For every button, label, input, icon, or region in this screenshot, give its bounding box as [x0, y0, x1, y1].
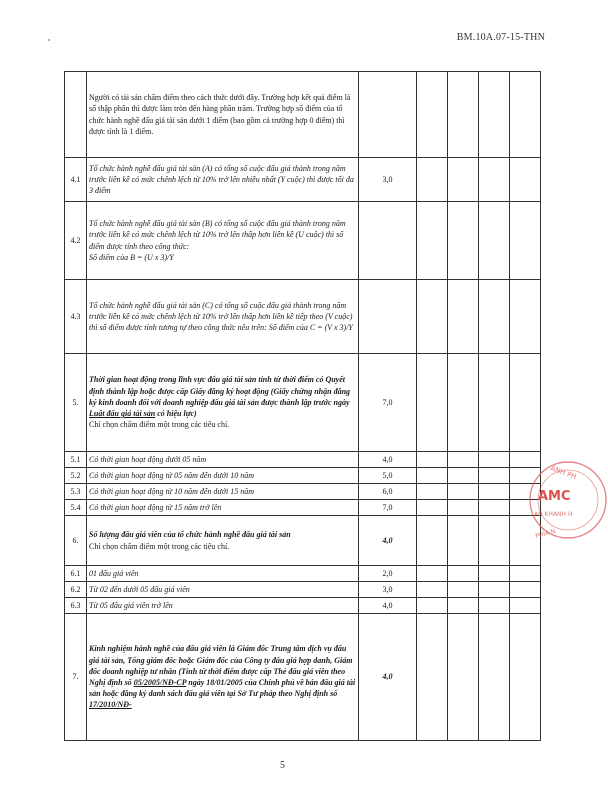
table-row: [65, 468, 541, 484]
max-score: 4,0: [359, 452, 417, 468]
max-score: 3,0: [359, 582, 417, 598]
score-cell: [479, 202, 510, 280]
max-score: 7,0: [359, 500, 417, 516]
criterion-number: 5.: [65, 354, 87, 452]
score-cell: [417, 452, 448, 468]
score-cell: [510, 158, 541, 202]
criterion-number: 5.4: [65, 500, 87, 516]
table-row: [65, 516, 541, 566]
max-score: 4,0: [359, 516, 417, 566]
table-row: [65, 484, 541, 500]
score-cell: [448, 72, 479, 158]
score-cell: [448, 500, 479, 516]
criterion-text: [87, 516, 359, 566]
table-row: [65, 202, 541, 280]
criterion-text: [87, 202, 359, 280]
criterion-number: 6.1: [65, 566, 87, 582]
score-cell: [510, 202, 541, 280]
score-cell: [417, 354, 448, 452]
score-cell: [479, 452, 510, 468]
max-score: 7,0: [359, 354, 417, 452]
svg-text:ÀNH PH: ÀNH PH: [549, 464, 578, 482]
red-seal-stamp: [528, 440, 608, 560]
score-cell: [448, 468, 479, 484]
table-row: [65, 158, 541, 202]
criterion-text: Có thời gian hoạt động từ 10 năm đến dưới 15 năm: [87, 484, 359, 500]
document-code: BM.10A.07-15-THN: [456, 32, 545, 43]
score-cell: [510, 598, 541, 614]
score-cell: [417, 158, 448, 202]
score-cell: [448, 452, 479, 468]
criterion-number: 4.1: [65, 158, 87, 202]
score-cell: [510, 614, 541, 741]
criterion-number: 6.3: [65, 598, 87, 614]
max-score: [359, 280, 417, 354]
criterion-text: Tổ chức hành nghề đấu giá tài sản (C) có tổng số cuộc đấu giá thành trong năm trước liền kề có mức chênh lệch từ 10% trở lên thấp hơn liền kề tiếp theo (V cuộc) thì số điểm được tính tương tự theo công thức nêu trên: Số điểm của C = (V x 3)/Y: [87, 280, 359, 354]
score-cell: [417, 582, 448, 598]
table-row: [65, 354, 541, 452]
table-row: [65, 614, 541, 741]
criterion-text: 01 đấu giá viên: [87, 566, 359, 582]
score-cell: [448, 566, 479, 582]
score-cell: [479, 582, 510, 598]
max-score: 4,0: [359, 614, 417, 741]
score-cell: [417, 72, 448, 158]
score-cell: [417, 614, 448, 741]
score-cell: [479, 598, 510, 614]
criterion-note: Chỉ chọn chấm điểm một trong các tiêu chí.: [89, 420, 230, 430]
score-cell: [479, 158, 510, 202]
criterion-text: Người có tài sản chấm điểm theo cách thức dưới đây. Trường hợp kết quả điểm là số thập phân thì được làm tròn đến hàng phần trăm. Trường hợp số điểm của tổ chức hành nghề đấu giá tài sản dưới 1 điểm (bao gồm cả trường hợp 0 điểm) thì được tính là 1 điểm.: [87, 72, 359, 158]
score-cell: [479, 566, 510, 582]
criterion-title: Số lượng đấu giá viên của tổ chức hành nghề đấu giá tài sản: [89, 530, 291, 540]
score-cell: [417, 280, 448, 354]
criterion-text: Từ 05 đấu giá viên trở lên: [87, 598, 359, 614]
criterion-number: 7.: [65, 614, 87, 741]
score-cell: [417, 484, 448, 500]
table-row: [65, 452, 541, 468]
criterion-number: 6.: [65, 516, 87, 566]
criterion-text-body: Tổ chức hành nghề đấu giá tài sản (B) có tổng số cuộc đấu giá thành trong năm trước liền kề có mức chênh lệch từ 10% trở lên thấp hơn liền kề (U cuộc) thì số điểm được tính theo công thức:: [89, 219, 346, 251]
score-cell: [448, 158, 479, 202]
score-cell: [448, 280, 479, 354]
score-cell: [417, 202, 448, 280]
criterion-number: 4.3: [65, 280, 87, 354]
score-cell: [448, 582, 479, 598]
svg-text:PHÍA N: PHÍA N: [534, 527, 557, 540]
criterion-text: Tổ chức hành nghề đấu giá tài sản (A) có tổng số cuộc đấu giá thành trong năm trước liền kề có mức chênh lệch từ 10% trở lên nhiều nhất (Y cuộc) thì được tối đa 3 điểm: [87, 158, 359, 202]
score-cell: [417, 500, 448, 516]
scoring-table: [64, 71, 541, 741]
criterion-text: [87, 354, 359, 452]
criterion-title: Thời gian hoạt động trong lĩnh vực đấu giá tài sản tính từ thời điểm có Quyết định thành lập hoặc được cấp Giấy đăng ký hoạt động (Giấy chứng nhận đăng ký kinh doanh đối với doanh nghiệp đấu giá tài sản được thành lập trước ngày Luật đấu giá tài sản có hiệu lực): [89, 375, 351, 419]
max-score: [359, 202, 417, 280]
score-cell: [448, 202, 479, 280]
table-row: [65, 280, 541, 354]
criterion-number: 5.2: [65, 468, 87, 484]
scan-speck: [48, 39, 50, 41]
criterion-text: Có thời gian hoạt động từ 05 năm đến dưới 10 năm: [87, 468, 359, 484]
score-cell: [448, 354, 479, 452]
max-score: 3,0: [359, 158, 417, 202]
table-row: [65, 72, 541, 158]
table-row: [65, 598, 541, 614]
score-cell: [448, 484, 479, 500]
table-row: [65, 582, 541, 598]
score-cell: [510, 72, 541, 158]
criterion-text: Kinh nghiệm hành nghề của đấu giá viên là Giám đốc Trung tâm dịch vụ đấu giá tài sản, Tổng giám đốc hoặc Giám đốc của Công ty đấu giá hợp danh, Giám đốc doanh nghiệp tư nhân (Tính từ thời điểm được cấp Thẻ đấu giá viên theo Nghị định số 05/2005/NĐ-CP ngày 18/01/2005 của Chính phủ về bán đấu giá tài sản hoặc đăng ký danh sách đấu giá viên tại Sở Tư pháp theo Nghị định số 17/2010/NĐ-: [87, 614, 359, 741]
max-score: [359, 72, 417, 158]
criterion-number: 5.1: [65, 452, 87, 468]
law-link[interactable]: Luật đấu giá tài sản: [89, 409, 156, 419]
criterion-number: 4.2: [65, 202, 87, 280]
score-cell: [417, 468, 448, 484]
criterion-formula: Số điểm của B = (U x 3)/Y: [89, 252, 174, 262]
page-number: 5: [280, 760, 285, 771]
score-cell: [448, 598, 479, 614]
score-cell: [510, 280, 541, 354]
score-cell: [417, 598, 448, 614]
score-cell: [417, 516, 448, 566]
decree-link[interactable]: 17/2010/NĐ-: [89, 700, 132, 710]
svg-text:ÁN KHÁNH H: ÁN KHÁNH H: [534, 511, 573, 518]
criterion-note: Chỉ chọn chấm điểm một trong các tiêu chí.: [89, 541, 230, 551]
criterion-number: 5.3: [65, 484, 87, 500]
score-cell: [417, 566, 448, 582]
score-cell: [510, 582, 541, 598]
criterion-number: [65, 72, 87, 158]
max-score: 2,0: [359, 566, 417, 582]
max-score: 5,0: [359, 468, 417, 484]
max-score: 4,0: [359, 598, 417, 614]
max-score: 6,0: [359, 484, 417, 500]
score-cell: [479, 72, 510, 158]
criterion-number: 6.2: [65, 582, 87, 598]
criterion-text: Có thời gian hoạt động dưới 05 năm: [87, 452, 359, 468]
score-cell: [479, 468, 510, 484]
decree-link[interactable]: 05/2005/NĐ-CP: [133, 678, 187, 687]
score-cell: [479, 484, 510, 500]
score-cell: [448, 516, 479, 566]
criterion-text: Có thời gian hoạt động từ 15 năm trở lên: [87, 500, 359, 516]
score-cell: [479, 516, 510, 566]
score-cell: [510, 354, 541, 452]
score-cell: [479, 280, 510, 354]
score-cell: [448, 614, 479, 741]
score-cell: [479, 354, 510, 452]
table-row: [65, 566, 541, 582]
score-cell: [479, 500, 510, 516]
score-cell: [510, 566, 541, 582]
table-row: [65, 500, 541, 516]
svg-text:AMC: AMC: [538, 489, 571, 504]
score-cell: [479, 614, 510, 741]
criterion-text: Từ 02 đến dưới 05 đấu giá viên: [87, 582, 359, 598]
